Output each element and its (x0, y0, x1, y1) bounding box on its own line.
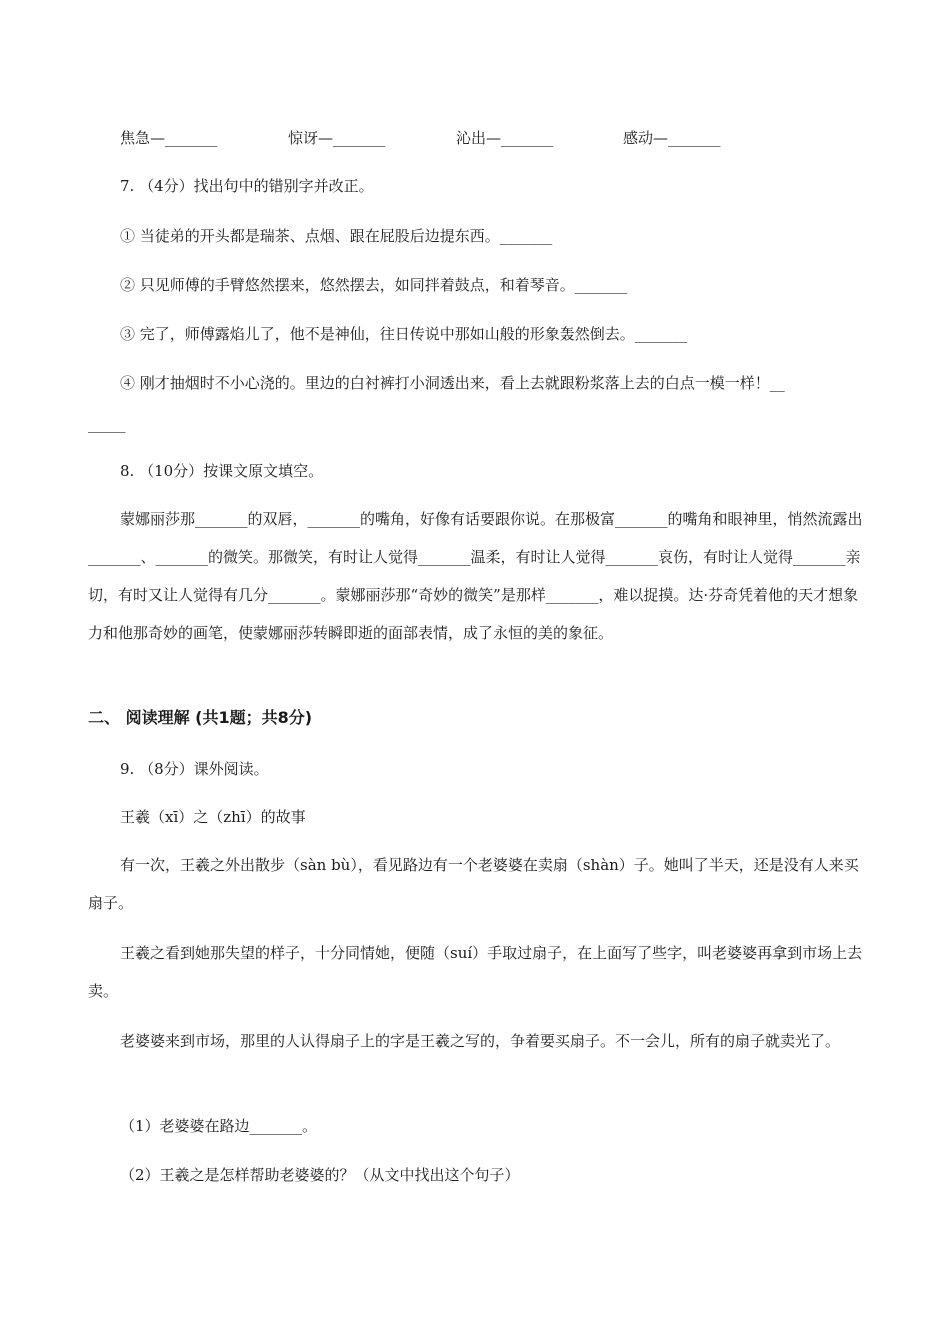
question-7-item: ③ 完了，师傅露焰儿了，他不是神仙，往日传说中那如山般的形象轰然倒去。_______ (120, 325, 688, 343)
story-paragraph: 王羲之看到她那失望的样子，十分同情她，便随（suí）手取过扇子，在上面写了些字，叫老婆婆再拿到市场上去卖。 (88, 944, 863, 1000)
sub-question: （2）王羲之是怎样帮助老婆婆的？（从文中找出这个句子） (120, 1166, 520, 1184)
synonym-item: 焦急—_______ (120, 129, 218, 147)
synonym-blanks (120, 127, 820, 147)
question-8-title: 8. （10分）按课文原文填空。 (120, 462, 324, 480)
synonym-item: 惊讶—_______ (288, 129, 386, 147)
question-7-item: ① 当徒弟的开头都是瑞茶、点烟、跟在屁股后边提东西。_______ (120, 227, 553, 245)
question-9-title: 9. （8分）课外阅读。 (120, 760, 269, 778)
question-7-item-continuation: _____ (88, 415, 126, 433)
synonym-item: 沁出—_______ (456, 129, 554, 147)
sub-question: （1）老婆婆在路边_______。 (120, 1117, 318, 1135)
question-8-text: 蒙娜丽莎那_______的双唇，_______的嘴角，好像有话要跟你说。在那极富_______的嘴角和眼神里，悄然流露出_______、_______的微笑。那微笑，有时让人觉得_______温柔，有时让人觉得_______哀伤，有时让人觉得_______亲切，有时又让人觉得有几分_______。蒙娜丽莎那“奇妙的微笑”是那样_______，难以捉摸。达·芬奇凭着他的天才想象力和他那奇妙的画笔，使蒙娜丽莎转瞬即逝的面部表情，成了永恒的美的象征。 (88, 510, 863, 642)
question-7-title: 7. （4分）找出句中的错别字并改正。 (120, 177, 374, 195)
story-paragraph: 有一次，王羲之外出散步（sàn bù），看见路边有一个老婆婆在卖扇（shàn）子。她叫了半天，还是没有人来买扇子。 (88, 856, 859, 912)
story-paragraph: 老婆婆来到市场，那里的人认得扇子上的字是王羲之写的，争着要买扇子。不一会儿，所有的扇子就卖光了。 (120, 1032, 841, 1050)
synonym-item: 感动—_______ (623, 129, 721, 147)
question-7-item: ② 只见师傅的手臂悠然摆来，悠然摆去，如同拌着鼓点，和着琴音。_______ (120, 276, 628, 294)
question-7-item: ④ 刚才抽烟时不小心浇的。里边的白衬裤打小洞透出来，看上去就跟粉浆落上去的白点一模一样！__ (120, 374, 785, 392)
section-2-heading: 二、 阅读理解 (共1题；共8分) (88, 708, 313, 727)
story-title: 王羲（xī）之（zhī）的故事 (120, 808, 306, 826)
